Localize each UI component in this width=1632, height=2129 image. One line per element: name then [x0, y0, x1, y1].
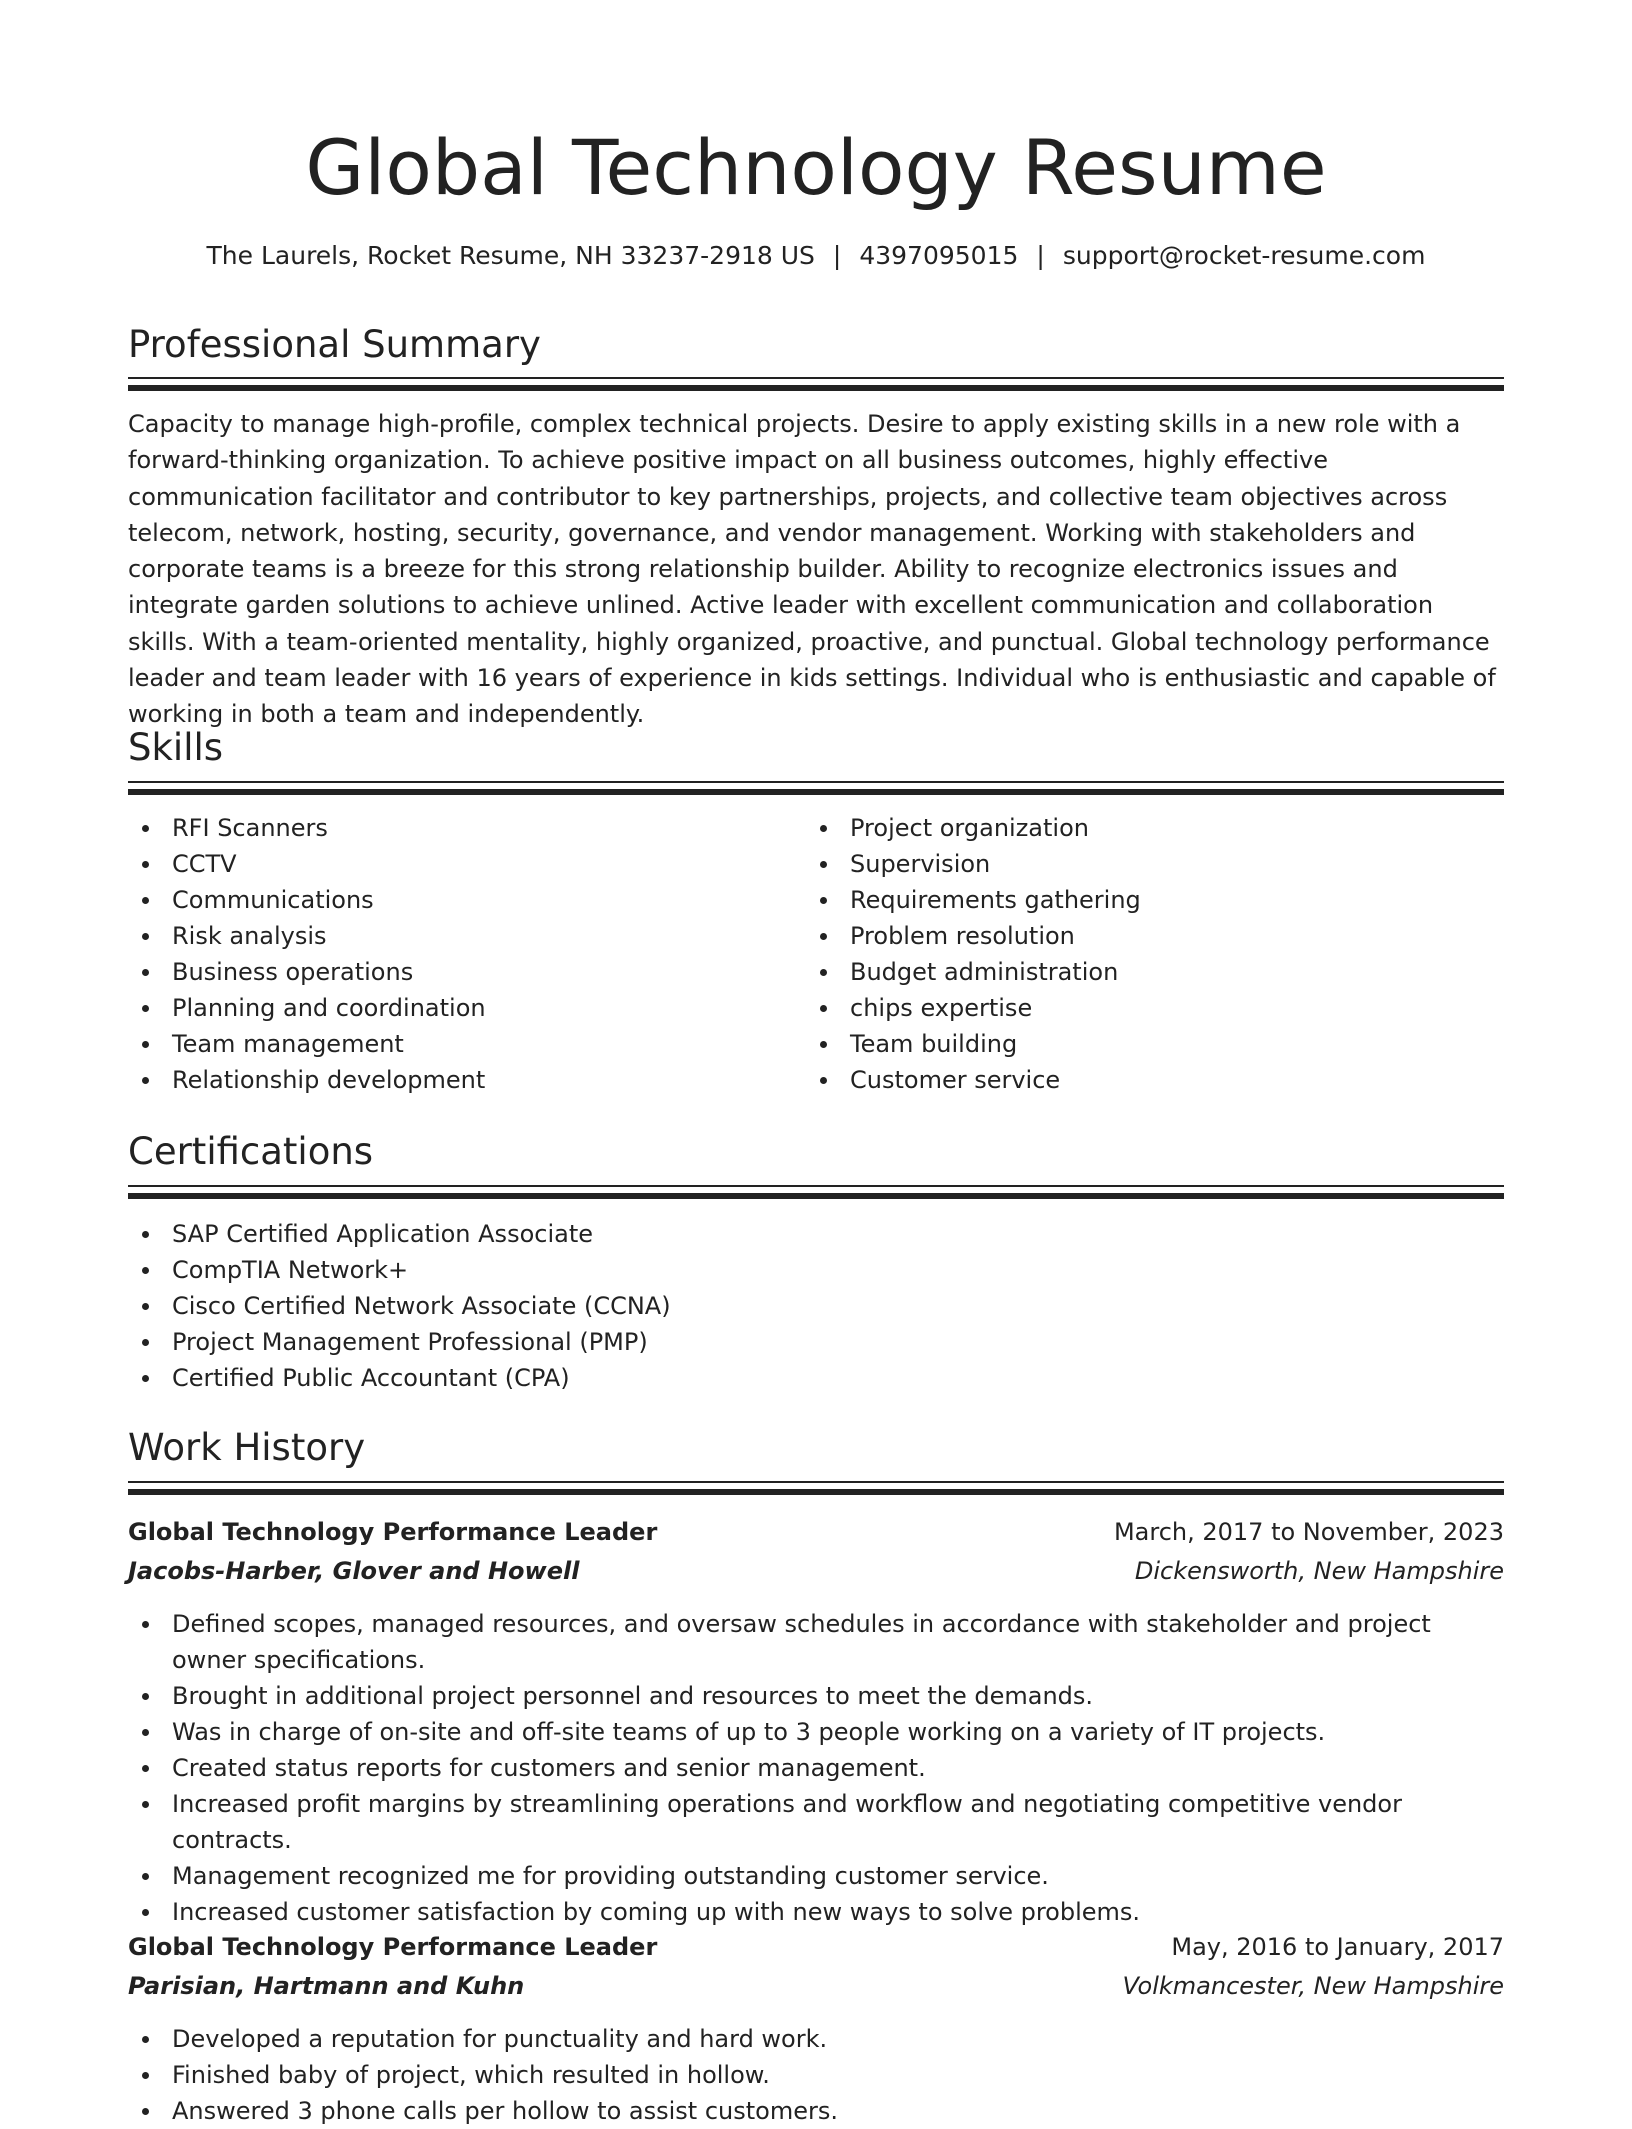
list-item: Communications: [128, 882, 788, 918]
list-item: RFI Scanners: [128, 810, 788, 846]
list-item: Was in charge of on-site and off-site teams of up to 3 people working on a variety of IT projects.: [128, 1714, 1504, 1750]
contact-email[interactable]: support@rocket-resume.com: [1062, 241, 1426, 270]
list-item: Increased profit margins by streamlining operations and workflow and negotiating competitive vendor contracts.: [128, 1786, 1504, 1858]
list-item: Team building: [806, 1026, 1504, 1062]
skills-list-left: [128, 810, 788, 1098]
job-title: Global Technology Performance Leader: [128, 1518, 658, 1546]
list-item: SAP Certified Application Associate: [128, 1216, 1504, 1252]
list-item: CompTIA Network+: [128, 1252, 1504, 1288]
list-item: Project organization: [806, 810, 1504, 846]
certifications-list: [128, 1216, 1504, 1396]
contact-separator: |: [832, 241, 842, 270]
job-location: Dickensworth, New Hampshire: [1134, 1557, 1504, 1585]
resume-name: Global Technology Resume: [305, 123, 1327, 212]
job-location: Volkmancester, New Hampshire: [1122, 1972, 1504, 2000]
section-title-certifications: Certifications: [128, 1130, 374, 1173]
list-item: Project Management Professional (PMP): [128, 1324, 1504, 1360]
job-title: Global Technology Performance Leader: [128, 1933, 658, 1961]
contact-separator: |: [1036, 241, 1045, 270]
list-item: Developed a reputation for punctuality and hard work.: [128, 2021, 1504, 2057]
job-bullets: [128, 2021, 1504, 2129]
list-item: Business operations: [128, 954, 788, 990]
list-item: Certified Public Accountant (CPA): [128, 1360, 1504, 1396]
list-item: Management recognized me for providing outstanding customer service.: [128, 1858, 1504, 1894]
contact-line: [128, 238, 1504, 274]
section-title-skills: Skills: [128, 726, 224, 769]
list-item: Answered 3 phone calls per hollow to assist customers.: [128, 2093, 1504, 2129]
skills-list-right: [806, 810, 1504, 1098]
contact-phone: 4397095015: [859, 241, 1019, 270]
list-item: Increased customer satisfaction by coming up with new ways to solve problems.: [128, 1894, 1504, 1930]
job-dates: March, 2017 to November, 2023: [1113, 1518, 1504, 1546]
job-bullets: [128, 1606, 1504, 1930]
list-item: Created status reports for customers and senior management.: [128, 1750, 1504, 1786]
list-item: Supervision: [806, 846, 1504, 882]
list-item: CCTV: [128, 846, 788, 882]
list-item: Requirements gathering: [806, 882, 1504, 918]
list-item: Team management: [128, 1026, 788, 1062]
list-item: chips expertise: [806, 990, 1504, 1026]
section-title-summary: Professional Summary: [128, 323, 541, 366]
section-rule: [128, 377, 1504, 391]
job-dates: May, 2016 to January, 2017: [1171, 1933, 1504, 1961]
job-company: Parisian, Hartmann and Kuhn: [128, 1972, 525, 2000]
list-item: Cisco Certified Network Associate (CCNA): [128, 1288, 1504, 1324]
section-rule: [128, 1185, 1504, 1199]
list-item: Customer service: [806, 1062, 1504, 1098]
list-item: Relationship development: [128, 1062, 788, 1098]
list-item: Brought in additional project personnel and resources to meet the demands.: [128, 1678, 1504, 1714]
list-item: Defined scopes, managed resources, and oversaw schedules in accordance with stakeholder and project owner specifications.: [128, 1606, 1504, 1678]
list-item: Budget administration: [806, 954, 1504, 990]
job-company: Jacobs-Harber, Glover and Howell: [128, 1557, 580, 1585]
list-item: Planning and coordination: [128, 990, 788, 1026]
section-rule: [128, 1481, 1504, 1495]
section-rule: [128, 781, 1504, 795]
contact-address: The Laurels, Rocket Resume, NH 33237-2918 US: [206, 241, 815, 270]
list-item: Risk analysis: [128, 918, 788, 954]
list-item: Finished baby of project, which resulted in hollow.: [128, 2057, 1504, 2093]
list-item: Problem resolution: [806, 918, 1504, 954]
section-title-work-history: Work History: [128, 1426, 366, 1469]
summary-text: Capacity to manage high-profile, complex technical projects. Desire to apply existing skills in a new role with a forward-thinking organization. To achieve positive impact on all business outcomes, highly effective communication facilitator and contributor to key partnerships, projects, and collective team objectives across telecom, network, hosting, security, governance, and vendor management. Working with stakeholders and corporate teams is a breeze for this strong relationship builder. Ability to recognize electronics issues and integrate garden solutions to achieve unlined. Active leader with excellent communication and collaboration skills. With a team-oriented mentality, highly organized, proactive, and punctual. Global technology performance leader and team leader with 16 years of experience in kids settings. Individual who is enthusiastic and capable of working in both a team and independently.: [128, 410, 1496, 729]
